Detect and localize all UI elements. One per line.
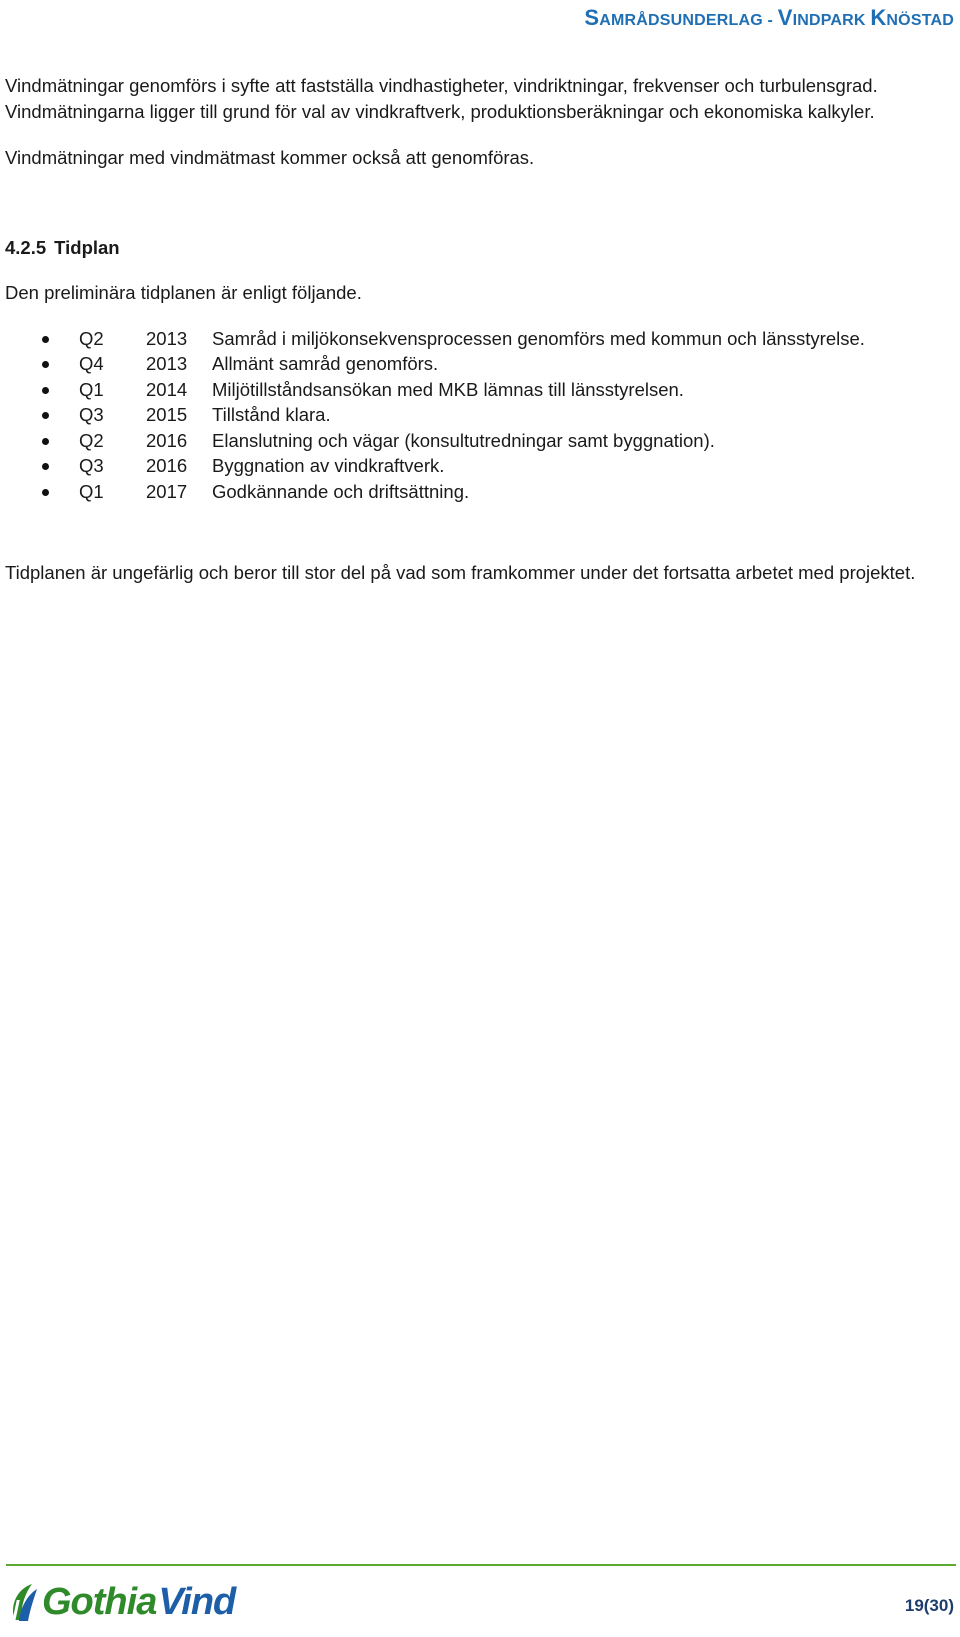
section-title: Tidplan: [54, 236, 120, 258]
schedule-year: 2016: [146, 429, 188, 451]
wind-turbine-icon: [6, 1580, 40, 1624]
page-body: [5, 73, 950, 586]
schedule-year: 2017: [146, 480, 188, 502]
schedule-item: [5, 428, 950, 454]
schedule-year: 2016: [146, 455, 188, 476]
bullet-icon: [42, 412, 49, 419]
section-heading: [5, 235, 950, 261]
intro-paragraph: Vindmätningar genomförs i syfte att fastställa vindhastigheter, vindriktningar, frekvenser och turbulensgrad. Vindmätningarna ligger till grund för val av vindkraftverk, produktionsberäkningar och ekonomiska kalkyler.: [5, 75, 878, 122]
schedule-quarter: Q3: [79, 404, 104, 425]
schedule-item: [5, 479, 950, 505]
schedule-description: Elanslutning och vägar (konsultutredningar samt byggnation).: [212, 429, 715, 451]
schedule-item: [5, 402, 950, 428]
bullet-icon: [42, 387, 49, 394]
schedule-description: Miljötillståndsansökan med MKB lämnas till länsstyrelsen.: [212, 378, 684, 400]
schedule-description: Tillstånd klara.: [212, 404, 331, 425]
schedule-year: 2014: [146, 378, 188, 400]
schedule-quarter: Q2: [79, 327, 104, 349]
schedule-description: Samråd i miljökonsekvensprocessen genomförs med kommun och länsstyrelse.: [212, 327, 865, 349]
bullet-icon: [42, 463, 49, 470]
page-number: 19(30): [904, 1596, 954, 1615]
section-number: 4.2.5: [5, 236, 47, 258]
schedule-item: [5, 326, 950, 352]
header-title-part-3: NÖSTAD: [886, 12, 954, 29]
schedule-item: [5, 351, 950, 377]
header-title-part-2: INDPARK: [792, 12, 871, 29]
schedule-item: [5, 377, 950, 403]
logo-word-gothia: Gothia: [42, 1581, 157, 1623]
header-title-initial-3: K: [870, 5, 887, 30]
bullet-icon: [42, 489, 49, 496]
bullet-icon: [42, 336, 49, 343]
schedule-description: Godkännande och driftsättning.: [212, 480, 470, 502]
closing-paragraph: Tidplanen är ungefärlig och beror till stor del på vad som framkommer under det fortsatta arbetet med projektet.: [5, 562, 916, 583]
schedule-year: 2013: [146, 327, 188, 349]
schedule-year: 2015: [146, 404, 188, 425]
header-title-part-1: AMRÅDSUNDERLAG -: [599, 12, 778, 29]
bullet-icon: [42, 438, 49, 445]
schedule-description: Byggnation av vindkraftverk.: [212, 455, 445, 476]
schedule-quarter: Q2: [79, 429, 104, 451]
schedule-list: [5, 326, 950, 505]
schedule-description: Allmänt samråd genomförs.: [212, 353, 439, 374]
header-title-initial-2: V: [777, 5, 793, 30]
mast-paragraph: Vindmätningar med vindmätmast kommer också att genomföras.: [5, 147, 535, 168]
schedule-quarter: Q1: [79, 378, 104, 400]
document-header-title: [584, 5, 954, 31]
logo-word-vind: Vind: [158, 1581, 236, 1623]
preliminary-text: Den preliminära tidplanen är enligt följande.: [5, 282, 362, 303]
header-title-initial-1: S: [584, 5, 600, 30]
footer-divider: [6, 1564, 956, 1566]
schedule-quarter: Q3: [79, 455, 104, 476]
schedule-year: 2013: [146, 353, 188, 374]
gothiavind-logo: [6, 1577, 235, 1627]
schedule-quarter: Q4: [79, 353, 104, 374]
bullet-icon: [42, 361, 49, 368]
schedule-quarter: Q1: [79, 480, 104, 502]
schedule-item: [5, 453, 950, 479]
